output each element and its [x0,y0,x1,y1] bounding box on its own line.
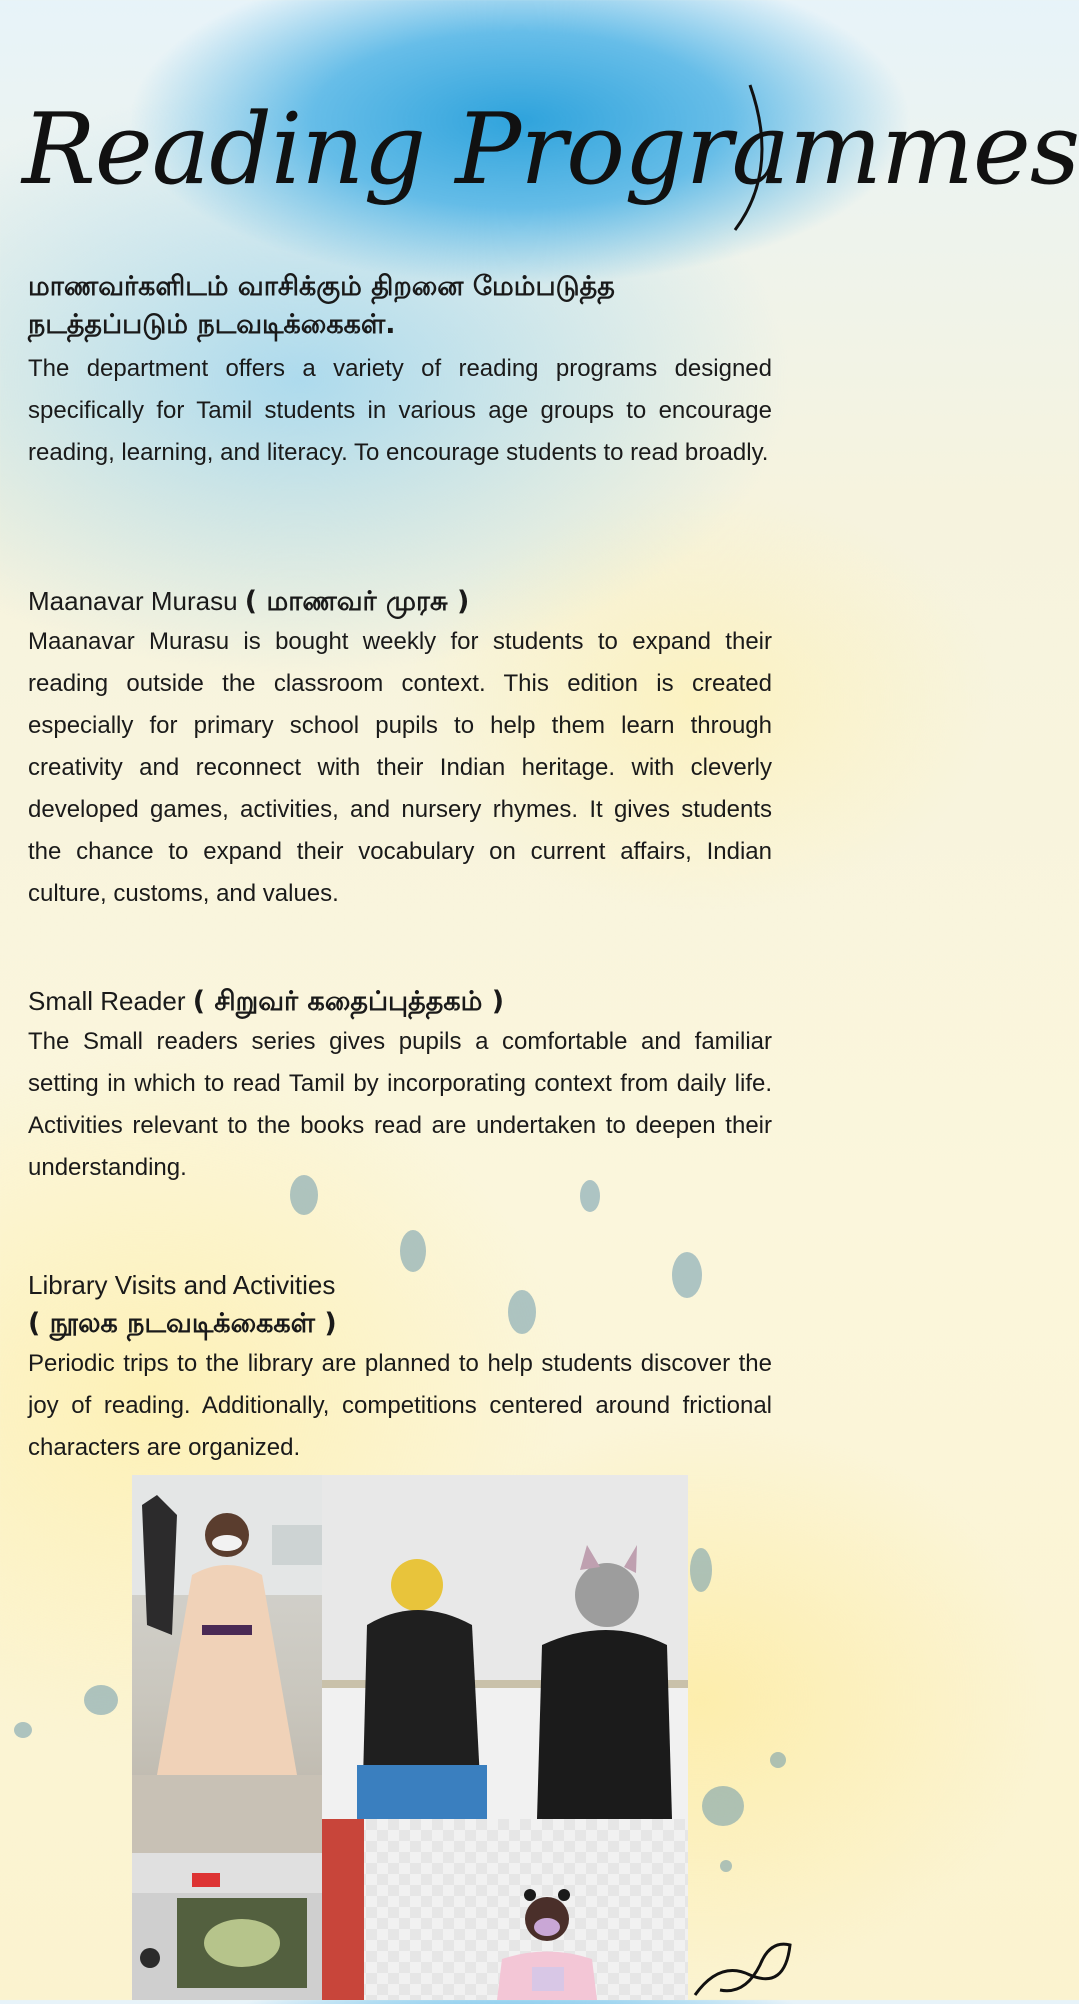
section-title-tamil: ( சிறுவர் கதைப்புத்தகம் ) [192,986,505,1017]
section-title: Small Reader [28,986,186,1016]
intro-body: The department offers a variety of reading programs designed specifically for Tamil students in various age groups to encourage reading, learning, and literacy. To encourage students to read broadly. [28,355,772,466]
section-title-tamil: ( மாணவர் முரசு ) [244,586,470,617]
section-body: The Small readers series gives pupils a comfortable and familiar setting in which to read Tamil by incorporating context from daily life. Activities relevant to the books read are undertaken to deepen their understanding. [28,1028,772,1181]
children-with-masks-photo [322,1475,688,1819]
decor-blob [14,1722,32,1738]
section-title: Maanavar Murasu [28,586,238,616]
decor-blob [720,1860,732,1872]
decor-blob [770,1752,786,1768]
decor-blob [690,1548,712,1592]
library-visits-section [28,1266,772,1469]
decor-blob [702,1786,744,1826]
section-body: Maanavar Murasu is bought weekly for students to expand their reading outside the classroom context. This edition is created especially for primary school pupils to help them learn through creativity and reconnect with their Indian heritage. with cleverly developed games, activities, and nursery rhymes. It gives students the chance to expand their vocabulary on current affairs, Indian culture, customs, and values. [28,628,772,907]
section-title-tamil: ( நூலக நடவடிக்கைகள் ) [28,1308,337,1339]
girl-with-book-photo [322,1819,688,2000]
maanavar-murasu-section [28,582,772,915]
page-title: Reading Programmes [22,93,1079,207]
title-underline-decor [0,0,1079,260]
girl-in-costume-photo [132,1475,322,1853]
swirl-decor [690,1920,800,2000]
section-body: Periodic trips to the library are planned to help students discover the joy of reading. Additionally, competitions centered around frictional characters are organized. [28,1350,772,1461]
photo-collage [132,1475,688,2000]
small-reader-section [28,982,772,1189]
intro-heading: மாணவர்களிடம் வாசிக்கும் திறனை மேம்படுத்த நடத்தப்படும் நடவடிக்கைகள். [28,271,615,340]
decor-blob [84,1685,118,1715]
classroom-screen-photo [132,1853,322,2000]
section-title: Library Visits and Activities [28,1270,336,1300]
intro-section [28,268,772,474]
